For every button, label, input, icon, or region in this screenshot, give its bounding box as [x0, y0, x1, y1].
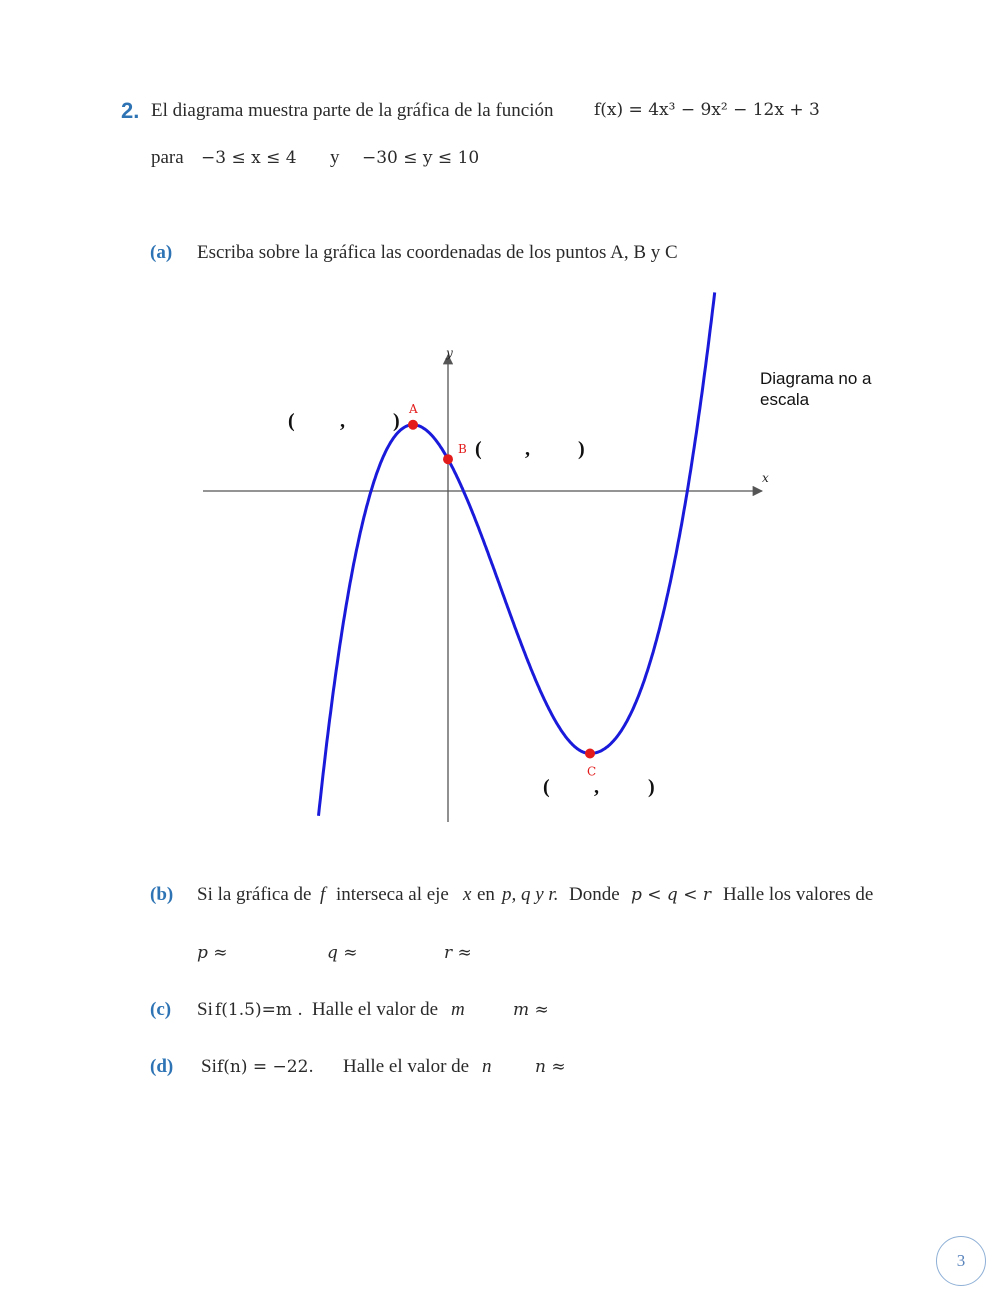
point-a-close-paren: ): [393, 410, 400, 432]
point-c-open-paren: (: [543, 776, 550, 798]
point-c-comma: ,: [594, 776, 599, 798]
r-approx: r ≈: [444, 943, 472, 963]
part-b-x: x: [463, 884, 472, 905]
part-b-text-4: Donde: [569, 884, 620, 905]
point-a-open-paren: (: [288, 410, 295, 432]
q-approx: q ≈: [327, 943, 358, 963]
point-b-label: B: [458, 442, 467, 457]
point-c-label: C: [587, 764, 597, 779]
part-d-expr: f(n) = −22.: [217, 1057, 314, 1077]
point-b: [443, 454, 453, 464]
part-d-label: (d): [150, 1056, 174, 1077]
point-c: [585, 749, 595, 759]
part-b-text-5: Halle los valores de: [723, 884, 874, 905]
domain-prefix: para: [151, 147, 184, 168]
point-b-close-paren: ): [578, 438, 585, 460]
page-number-badge: [936, 1236, 986, 1286]
point-b-open-paren: (: [475, 438, 482, 460]
not-to-scale-note: Diagrama no a escala: [760, 369, 872, 409]
part-b-text-2: interseca al eje: [336, 884, 449, 905]
part-b-text-3: en: [477, 884, 495, 905]
part-d-text-2: Halle el valor de: [343, 1056, 470, 1077]
part-a-label: (a): [150, 242, 173, 263]
x-axis-label: x: [762, 471, 769, 485]
function-formula: f(x) = 4x³ − 9x² − 12x + 3: [594, 100, 820, 120]
part-c-m: m: [451, 999, 465, 1020]
n-approx: n ≈: [535, 1057, 566, 1077]
part-b-order: p < q < r: [631, 885, 711, 905]
y-range: −30 ≤ y ≤ 10: [362, 148, 480, 168]
question-intro: El diagrama muestra parte de la gráfica de la función: [151, 100, 554, 121]
point-a: [408, 420, 418, 430]
x-range: −3 ≤ x ≤ 4: [201, 148, 297, 168]
range-conjunction: y: [330, 147, 340, 168]
part-b-label: (b): [150, 884, 174, 905]
point-a-comma: ,: [340, 410, 345, 432]
m-approx: m ≈: [513, 1000, 549, 1020]
part-c-text-2: Halle el valor de: [312, 999, 439, 1020]
part-b-text-1: Si la gráfica de: [197, 884, 312, 905]
point-c-close-paren: ): [648, 776, 655, 798]
function-curve: [319, 292, 715, 815]
y-axis-label: y: [446, 346, 453, 360]
part-a-text: Escriba sobre la gráfica las coordenadas de los puntos A, B y C: [197, 242, 678, 263]
point-a-label: A: [409, 401, 418, 416]
part-c-expr: f(1.5)=m .: [215, 1000, 303, 1020]
part-c-label: (c): [150, 999, 172, 1020]
question-number: 2.: [121, 98, 140, 123]
point-b-comma: ,: [525, 438, 530, 460]
part-b-f: f: [320, 884, 326, 905]
part-d-text-1: Si: [201, 1056, 217, 1077]
part-c-text-1: Si: [197, 999, 213, 1020]
part-d-n: n: [482, 1056, 492, 1077]
part-b-roots: p, q y r.: [502, 884, 559, 905]
p-approx: p ≈: [197, 943, 228, 963]
page-number: 3: [956, 1251, 966, 1270]
